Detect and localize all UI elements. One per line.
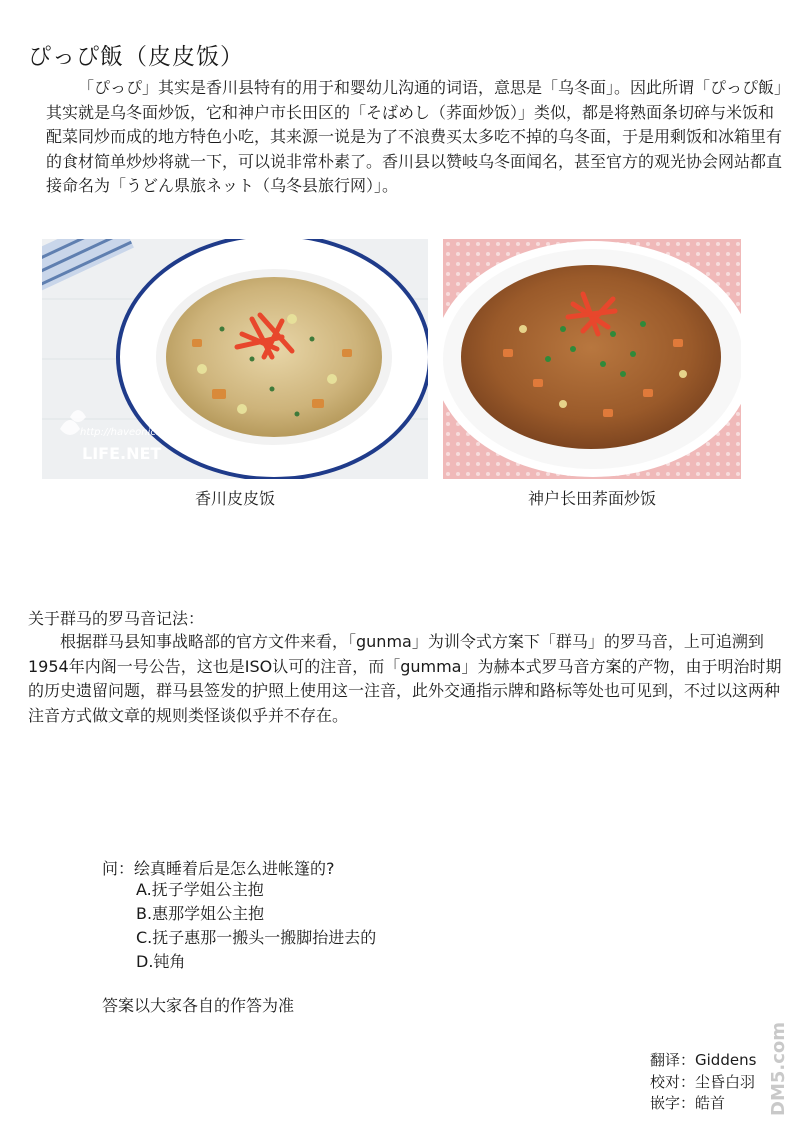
caption-nagata-sobameshi: 神户长田荞面炒饭: [527, 489, 656, 508]
site-watermark-text: DM5.com: [768, 1021, 789, 1116]
intro-text: 「ぴっぴ」其实是香川县特有的用于和婴幼儿沟通的词语，意思是「乌冬面」。因此所谓「ぴっぴ飯」其实就是乌冬面炒饭，它和神户市长田区的「そばめし（荞面炒饭）」类似，都是将熟面条切碎与米饭和配菜同炒而成的地方特色小吃，其来源一说是为了不浪费买太多吃不掉的乌冬面，于是用剩饭和冰箱里有的食材简单炒炒将就一下，可以说非常朴素了。香川县以赞岐乌冬面闻名，甚至官方的观光协会网站都直接命名为「うどん県旅ネット（乌冬县旅行网）」。: [46, 78, 783, 195]
gunma-heading: 关于群马的罗马音记法：: [28, 609, 205, 628]
quiz-option-b: B.惠那学姐公主抱: [136, 904, 265, 923]
photo-nagata-sobameshi: [443, 239, 741, 479]
credit-proofreader: 校对：尘昏白羽: [650, 1072, 756, 1091]
page-title: ぴっぴ飯（皮皮饭）: [28, 44, 244, 70]
quiz-option-d: D.钝角: [136, 952, 186, 971]
pippi-rice-illustration: [42, 239, 428, 479]
watermark-logo: LIFE.NET: [82, 444, 162, 463]
quiz-option-c: C.抚子惠那一搬头一搬脚抬进去的: [136, 928, 377, 947]
gunma-text: 根据群马县知事战略部的官方文件来看，「gunma」为训令式方案下「群马」的罗马音，上可追溯到1954年内阁一号公告，这也是ISO认可的注音，而「gumma」为赫本式罗马音方案的产物，由于明治时期的历史遗留问题，群马县签发的护照上使用这一注音，此外交通指示牌和路标等处也可见到，不过以这两种注音方式做文章的规则类怪谈似乎并不存在。: [28, 632, 782, 725]
sobameshi-illustration: [443, 239, 741, 479]
watermark-url: http://haveonic.net: [80, 427, 176, 438]
site-watermark-logo: [762, 1000, 792, 1118]
quiz-options: [136, 878, 376, 974]
credit-translator: 翻译：Giddens: [650, 1051, 757, 1069]
credits-block: [650, 1050, 756, 1115]
gunma-paragraph: [28, 630, 788, 728]
intro-paragraph: [46, 76, 786, 199]
caption-kagawa-pippi-rice: 香川皮皮饭: [194, 489, 275, 508]
photo-kagawa-pippi-rice: [42, 239, 428, 479]
quiz-option-a: A.抚子学姐公主抱: [136, 880, 264, 899]
credit-typesetter: 嵌字：皓首: [650, 1094, 726, 1112]
answer-note: 答案以大家各自的作答为准: [102, 996, 295, 1015]
quiz-question: 问：绘真睡着后是怎么进帐篷的?: [102, 859, 335, 878]
